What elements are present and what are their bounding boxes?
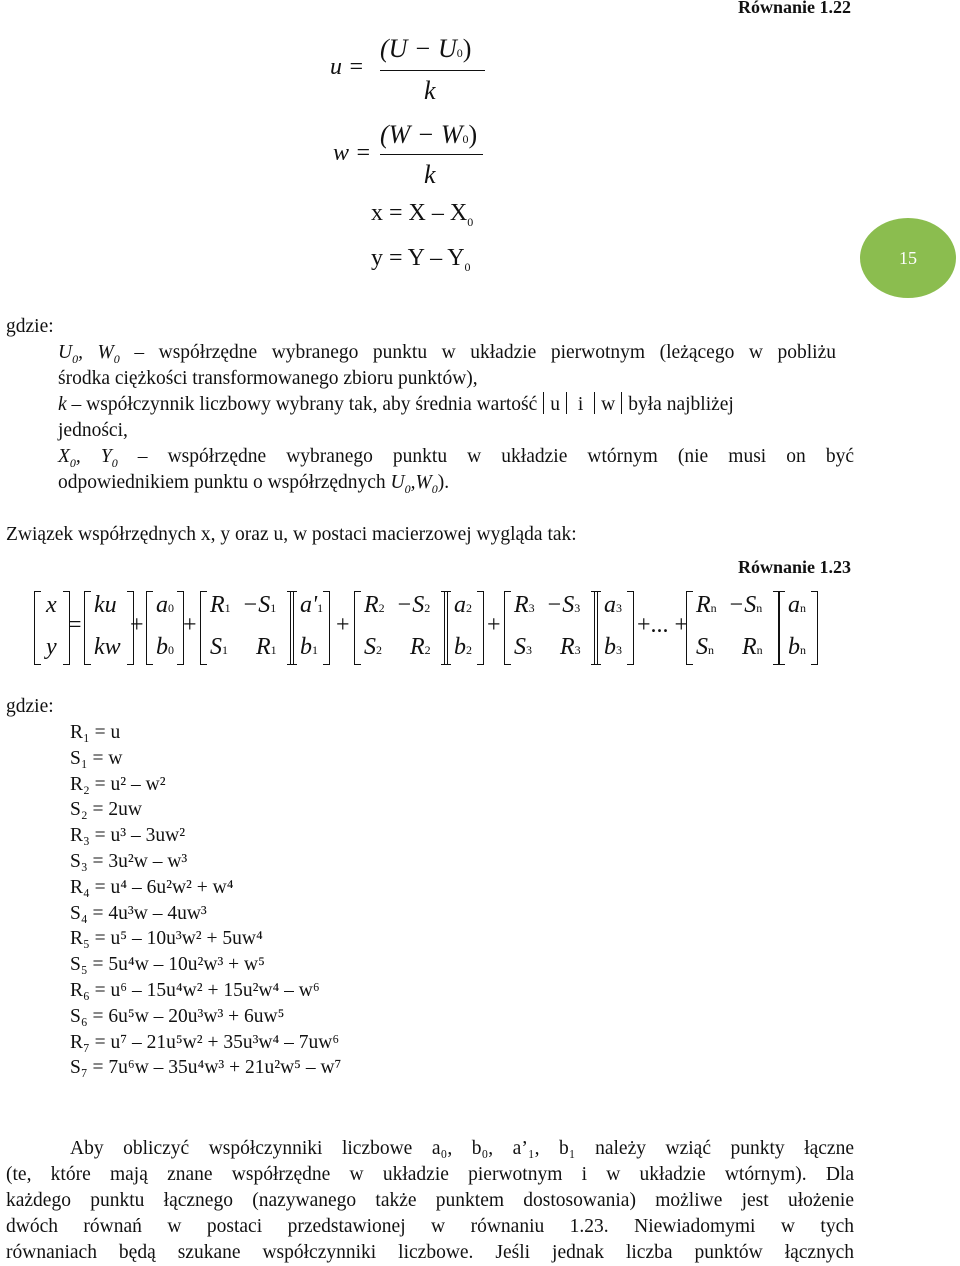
matrix-cell: R3 [514,592,535,618]
poly-line: S₅ = 5u⁴w – 10u²w³ + w⁵ [70,954,265,976]
matrix-cell: Rn [742,634,763,660]
matrix-cell: Sn [696,634,714,660]
matrix-cell: b1 [300,634,318,660]
matrix-cell: b2 [454,634,472,660]
matrix-cell: ku [94,592,117,618]
x-equation: $x = X - X_0$ [371,200,474,229]
poly-line: R₆ = u⁶ – 15u⁴w² + 15u²w⁴ – w⁶ [70,979,320,1001]
where1-line1: $U_0$, $W_0$ – współrzędne wybranego punktu w układzie pierwotnym (leżącego w pobliżu [58,342,836,366]
poly-line: S₂ = 2uw [70,799,142,821]
w-fraction-bar [380,154,483,155]
matrix-cell: R2 [364,592,385,618]
ellipsis-plus: +... + [637,612,689,638]
poly-line: R₇ = u⁷ – 21u⁵w² + 35u³w⁴ – 7uw⁶ [70,1031,340,1053]
matrix-cell: Rn [696,592,717,618]
w-denominator: k [424,160,436,189]
closing-line-2: (te, które mają znane współrzędne w układzie pierwotnym i w układzie wtórnym). Dla [6,1164,854,1185]
matrix-cell: S1 [210,634,228,660]
w-numerator: (W − W0) [380,120,478,149]
where1-line4: jedności, [58,420,128,441]
equation-ref-1-22: Równanie 1.22 [738,0,852,17]
plus-sign: + [487,612,501,638]
matrix-cell: bn [788,634,806,660]
where-label-1: gdzie: [6,316,54,337]
matrix-cell: a2 [454,592,472,618]
y-equation: $y = Y - Y_0$ [371,245,471,274]
equation-ref-1-23: Równanie 1.23 [738,557,852,577]
matrix-cell: −S2 [396,592,431,618]
plus-sign: + [336,612,350,638]
u-denominator: k [424,76,436,105]
where1-line3: k – współczynnik liczbowy wybrany tak, aby średnia wartość u i w była najbliżej [58,394,734,415]
matrix-cell: y [46,634,57,660]
where1-line6: odpowiednikiem punktu o współrzędnych $U_0,W_0$). [58,472,450,496]
closing-line-5: równaniach będą szukane współczynniki liczbowe. Jeśli jednak liczba punktów łącznych [6,1242,854,1263]
closing-paragraph [6,1136,854,1266]
relation-text: Związek współrzędnych x, y oraz u, w postaci macierzowej wygląda tak: [6,524,577,545]
u-fraction-bar [380,70,485,71]
matrix-cell: a3 [604,592,622,618]
poly-line: R₃ = u³ – 3uw² [70,825,186,847]
matrix-cell: x [46,592,57,618]
poly-line: R₅ = u⁵ – 10u³w² + 5uw⁴ [70,928,263,950]
poly-line: S₇ = 7u⁶w – 35u⁴w³ + 21u²w⁵ – w⁷ [70,1057,342,1079]
poly-line: R₄ = u⁴ – 6u²w² + w⁴ [70,876,234,898]
matrix-cell: kw [94,634,121,660]
plus-sign: + [130,612,144,638]
matrix-cell: b0 [156,634,174,660]
where1-line5: $X_0$, $Y_0$ – współrzędne wybranego punktu w układzie wtórnym (nie musi on być [58,446,854,470]
poly-line: R₁ = u [70,722,121,743]
matrix-cell: S2 [364,634,382,660]
matrix-cell: b3 [604,634,622,660]
closing-line-4: dwóch równań w postaci przedstawionej w równaniu 1.23. Niewiadomymi w tych [6,1216,854,1237]
polynomial-list [70,720,341,1081]
u-lhs: u = [330,54,365,80]
matrix-cell: a'1 [300,592,324,618]
w-lhs: w = [333,140,372,166]
poly-line: S₁ = w [70,747,123,769]
closing-line-3: każdego punktu łącznego (nazywanego także punktem dostosowania) możliwe jest ułożenie [6,1190,854,1211]
u-numerator: (U − U0) [380,34,472,63]
matrix-cell: R3 [560,634,581,660]
matrix-cell: R1 [210,592,231,618]
plus-sign: + [183,612,197,638]
poly-line: R₂ = u² – w² [70,773,166,795]
poly-line: S₃ = 3u²w – w³ [70,850,188,872]
matrix-cell: R2 [410,634,431,660]
where1-line2: środka ciężkości transformowanego zbioru punktów), [58,368,478,389]
matrix-cell: a0 [156,592,174,618]
page-number-badge: 15 [860,218,956,298]
matrix-cell: −S1 [242,592,277,618]
matrix-cell: R1 [256,634,277,660]
closing-line-1: Aby obliczyć współczynniki liczbowe a₀, b₀, a’₁, b₁ należy wziąć punkty łączne [70,1138,854,1159]
poly-line: S₆ = 6u⁵w – 20u³w³ + 6uw⁵ [70,1005,285,1027]
matrix-cell: −S3 [546,592,581,618]
poly-line: S₄ = 4u³w – 4uw³ [70,902,207,924]
equals-sign: = [68,612,82,638]
matrix-cell: −Sn [728,592,763,618]
where-label-2: gdzie: [6,696,54,717]
matrix-cell: S3 [514,634,532,660]
matrix-cell: an [788,592,806,618]
